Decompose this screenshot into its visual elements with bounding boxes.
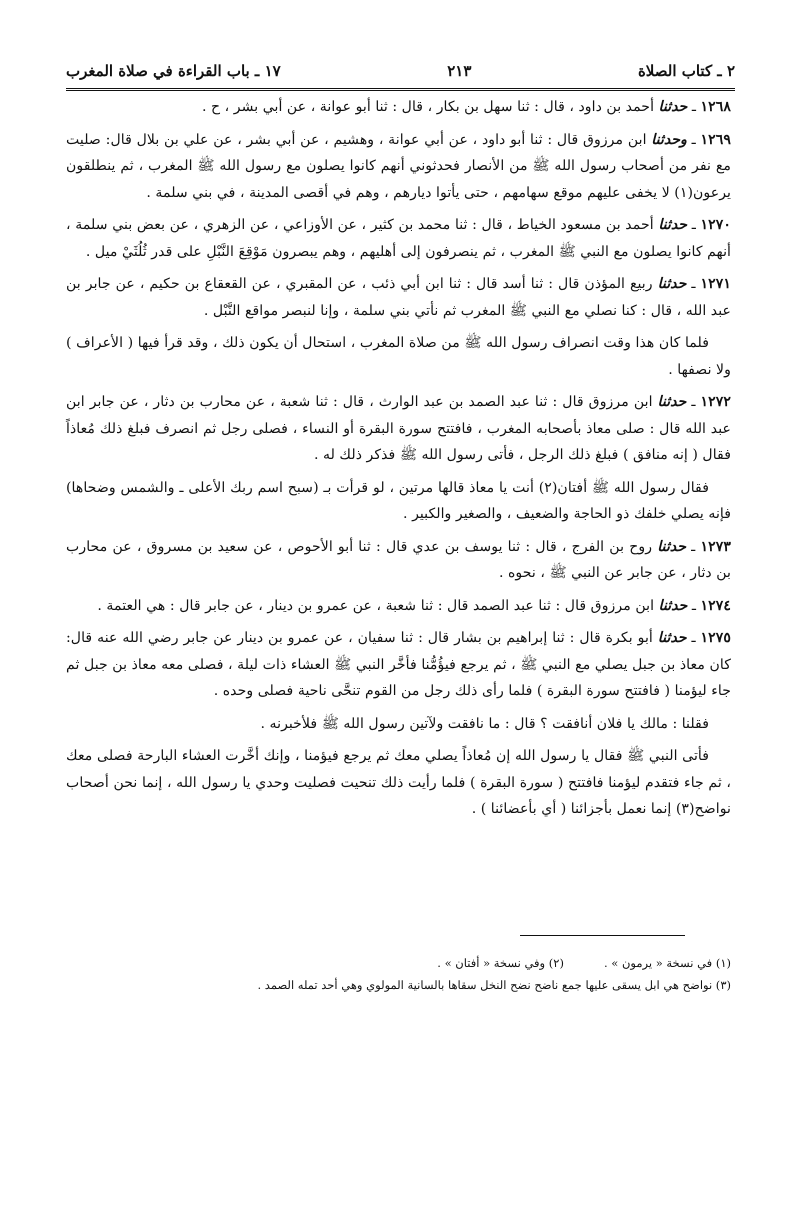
- footnote-3: (٣) نواضح هي ابل يسقى عليها جمع ناضح نضح النخل سقاها بالسانية المولوي وهي أحد تمله الصمد .: [257, 978, 731, 992]
- footnotes: [66, 952, 731, 996]
- header-rule: [66, 88, 735, 91]
- hadith-entry-1268: ١٢٦٨ ـ حدثنا أحمد بن داود ، قال : ثنا سهل بن بكار ، قال : ثنا أبو عوانة ، عن أبي بشر ، ح .: [201, 99, 731, 115]
- footnote-1: (١) في نسخة « يرمون » .: [603, 956, 731, 970]
- hadith-entry-1274: ١٢٧٤ ـ حدثنا ابن مرزوق قال : ثنا عبد الصمد قال : ثنا شعبة ، عن عمرو بن دينار ، عن جابر قال : هي العتمة .: [97, 597, 731, 614]
- hadith-entry-1271: ١٢٧١ ـ حدثنا ربيع المؤذن قال : ثنا أسد قال : ثنا ابن أبي ذئب ، عن المقبري ، عن القعقاع بن حكيم ، عن جابر بن عبد الله ، قال : كنا نصلي مع النبي ﷺ المغرب ثم نأتي بني سلمة ، وإنا لنبصر مواقع النَّبْل .: [66, 276, 731, 319]
- hadith-entry-1273: ١٢٧٣ ـ حدثنا روح بن الفرج ، قال : ثنا يوسف بن عدي قال : ثنا أبو الأحوص ، عن سعيد بن مسروق ، عن محارب بن دثار ، عن جابر عن النبي ﷺ ، نحوه .: [66, 538, 731, 581]
- header-chapter-title: ١٧ ـ باب القراءة في صلاة المغرب: [66, 62, 281, 80]
- hadith-continuation: فقلنا : مالك يا فلان أنافقت ؟ قال : ما نافقت ولآتين رسول الله ﷺ فلأخبرنه .: [260, 715, 709, 732]
- footnote-2: (٢) وفي نسخة « أفتان » .: [437, 956, 564, 970]
- hadith-continuation: فأتى النبي ﷺ فقال يا رسول الله إن مُعاذاً يصلي معك ثم يرجع فيؤمنا ، وإنك أخَّرت العشاء البارحة فصلى معك ، ثم جاء فتقدم ليؤمنا فافتتح ( سورة البقرة ) فلما رأيت ذلك تنحيت فصليت وحدي يا رسول الله ، إنما نحن أصحاب نواضح(٣) إنما نعمل بأجزائنا ( أي بأعضائنا ) .: [66, 748, 731, 817]
- page-number: ٢١٣: [447, 62, 472, 80]
- hadith-entry-1272: ١٢٧٢ ـ حدثنا ابن مرزوق قال : ثنا عبد الصمد بن عبد الوارث ، قال : ثنا شعبة ، عن محارب بن دثار ، عن جابر ابن عبد الله قال : صلى معاذ بأصحابه المغرب ، فافتتح سورة البقرة أو النساء ، فصلى رجل ثم انصرف فبلغ ذلك مُعاذاً فقال ( إنه منافق ) فبلغ ذلك الرجل ، فأتى رسول الله ﷺ فذكر ذلك له .: [66, 394, 731, 463]
- hadith-continuation: فقال رسول الله ﷺ أفتان(٢) أنت يا معاذ قالها مرتين ، لو قرأت بـ (سبح اسم ربك الأعلى ـ والشمس وضحاها) فإنه يصلي خلفك ذو الحاجة والضعيف ، والصغير والكبير .: [66, 479, 731, 522]
- hadith-entry-1270: ١٢٧٠ ـ حدثنا أحمد بن مسعود الخياط ، قال : ثنا محمد بن كثير ، عن الأوزاعي ، عن الزهري ، عن بعض بني سلمة ، أنهم كانوا يصلون مع النبي ﷺ المغرب ، ثم ينصرفون إلى أهليهم ، وهم يبصرون مَوْقِعَ النَّبْلِ على قدر ثُلُثَيْ ميل .: [66, 217, 731, 260]
- footnote-rule: [520, 935, 685, 936]
- running-header: [66, 58, 735, 84]
- main-text: [66, 94, 731, 829]
- header-book-title: ٢ ـ كتاب الصلاة: [637, 62, 735, 80]
- hadith-entry-1275: ١٢٧٥ ـ حدثنا أبو بكرة قال : ثنا إبراهيم بن بشار قال : ثنا سفيان ، عن عمرو بن دينار عن جابر رضي الله عنه قال: كان معاذ بن جبل يصلي مع النبي ﷺ ، ثم يرجع فيؤُمُّنا فأخَّر النبي ﷺ العشاء ذات ليلة ، فصلى معه معاذ بن جبل ثم جاء ليؤمنا ( فافتتح سورة البقرة ) فلما رأى ذلك رجل من القوم تنحَّى ناحية فصلى وحده .: [66, 630, 732, 699]
- commentary-paragraph: فلما كان هذا وقت انصراف رسول الله ﷺ من صلاة المغرب ، استحال أن يكون ذلك ، وقد قرأ فيها ( الأعراف ) ولا نصفها .: [66, 335, 731, 378]
- hadith-entry-1269: ١٢٦٩ ـ وحدثنا ابن مرزوق قال : ثنا أبو داود ، عن أبي عوانة ، وهشيم ، عن أبي بشر ، عن علي بن بلال قال: صليت مع نفر من أصحاب رسول الله ﷺ من الأنصار فحدثوني أنهم كانوا يصلون مع رسول الله ﷺ المغرب ، ثم ينطلقون يرعون(١) لا يخفى عليهم موقع سهامهم ، حتى يأتوا ديارهم ، وهم في أقصى المدينة ، في بني سلمة .: [66, 131, 731, 201]
- footnote-row: [66, 952, 731, 974]
